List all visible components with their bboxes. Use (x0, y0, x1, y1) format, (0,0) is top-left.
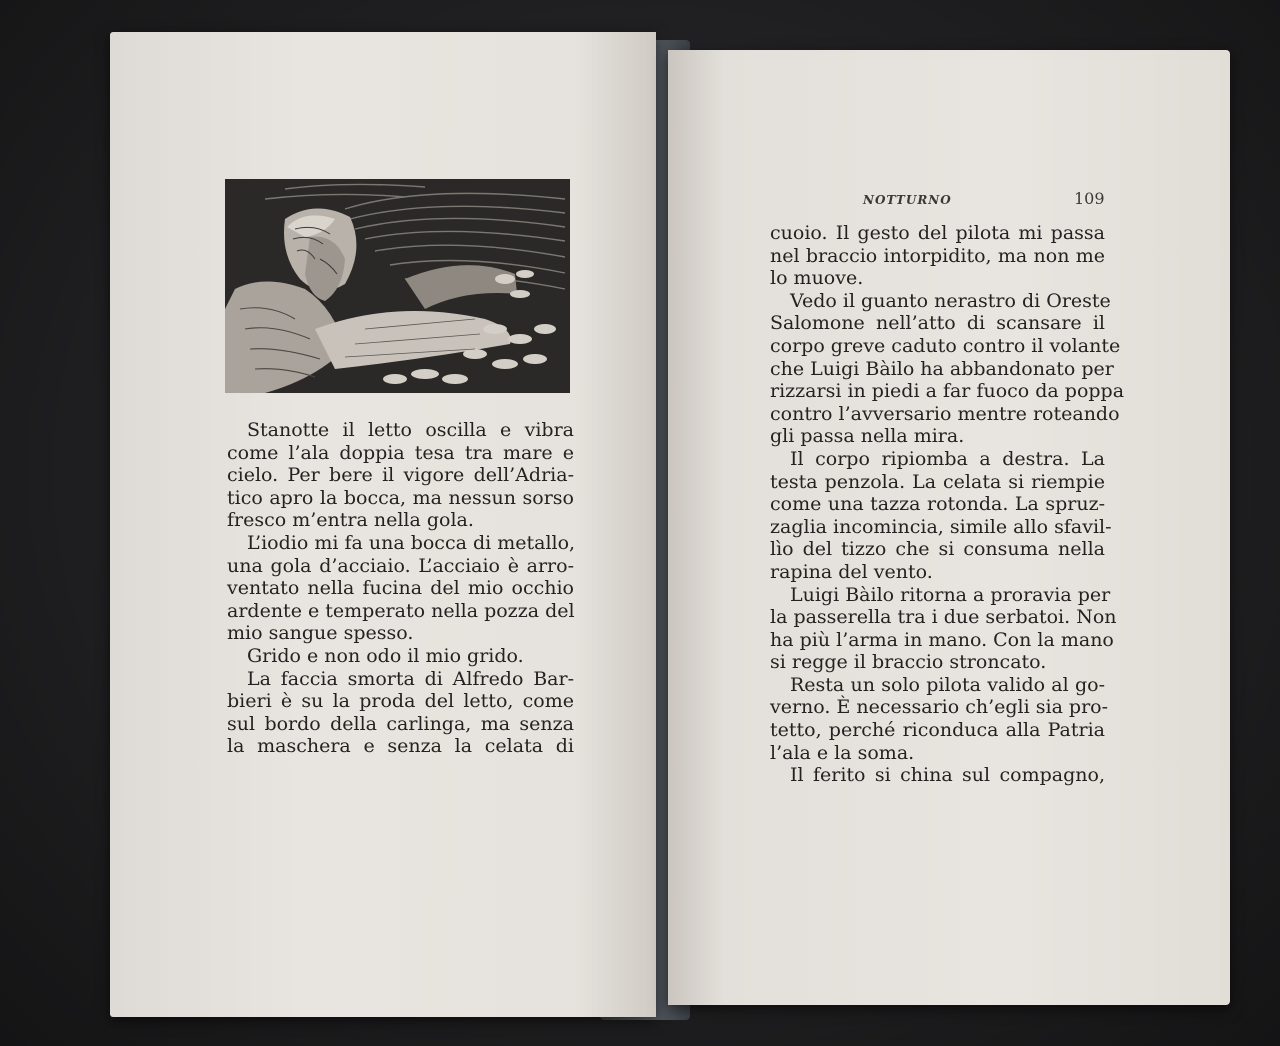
paragraph (770, 764, 1105, 787)
text-line: Luigi Bàilo ritorna a proravia per (790, 583, 1111, 606)
text-line: Il corpo ripiomba a destra. La (790, 447, 1105, 470)
text-line: come l’ala doppia tesa tra mare e (227, 441, 574, 464)
page-number: 109 (1074, 189, 1105, 208)
text-line: corpo greve caduto contro il volante (770, 334, 1121, 357)
text-line: tetto, perché riconduca alla Patria (770, 719, 1105, 742)
text-line: Salomone nell’atto di scansare il (770, 312, 1105, 335)
text-line: ventato nella fucina del mio occhio (227, 577, 574, 600)
text-line: Il ferito si china sul compagno, (790, 764, 1105, 787)
paragraph (227, 668, 574, 758)
text-line: la maschera e senza la celata di (227, 735, 574, 758)
text-line: una gola d’acciaio. L’acciaio è arro- (227, 554, 574, 577)
text-line: Resta un solo pilota valido al go- (790, 673, 1105, 696)
text-line: contro l’avversario mentre roteando (770, 402, 1120, 425)
text-line: la passerella tra i due serbatoi. Non (770, 606, 1117, 629)
text-line: Grido e non odo il mio grido. (247, 644, 524, 667)
left-page-text (227, 419, 574, 758)
text-line: nel braccio intorpidito, ma non me (770, 244, 1105, 267)
paragraph (770, 583, 1117, 674)
text-line: ha più l’arma in mano. Con la mano (770, 628, 1114, 651)
paragraph (770, 222, 1105, 290)
text-line: rizzarsi in piedi a far fuoco da poppa (770, 380, 1125, 403)
text-line: lo muove. (770, 267, 864, 290)
text-line: verno. È necessario ch’egli sia pro- (770, 696, 1109, 719)
paragraph (227, 419, 574, 532)
text-line: cielo. Per bere il vigore dell’Adria- (227, 464, 574, 487)
text-line: l’ala e la soma. (770, 741, 915, 764)
left-page (110, 32, 656, 1017)
text-line: sul bordo della carlinga, ma senza (227, 712, 574, 735)
text-line: cuoio. Il gesto del pilota mi passa (770, 222, 1105, 244)
running-head: NOTTURNO (863, 193, 952, 207)
text-line: zaglia incomincia, simile allo sfavil- (770, 515, 1112, 538)
text-line: Stanotte il letto oscilla e vibra (247, 419, 574, 441)
text-line: rapina del vento. (770, 560, 933, 583)
paragraph (227, 532, 574, 645)
paragraph (770, 447, 1112, 584)
paragraph (227, 645, 574, 668)
text-line: si regge il braccio stroncato. (770, 651, 1047, 674)
text-line: lìo del tizzo che si consuma nella (770, 538, 1105, 561)
text-line: La faccia smorta di Alfredo Bar- (247, 667, 574, 690)
text-line: Vedo il guanto nerastro di Oreste (790, 289, 1111, 312)
right-page (668, 50, 1230, 1005)
paragraph (770, 673, 1109, 764)
text-line: testa penzola. La celata si riempie (770, 470, 1105, 493)
text-line: mio sangue spesso. (227, 622, 414, 645)
paragraph (770, 289, 1125, 448)
angel-woodcut-illustration (225, 179, 570, 393)
text-line: come una tazza rotonda. La spruz- (770, 493, 1105, 516)
text-line: tico apro la bocca, ma nessun sorso (227, 486, 574, 509)
text-line: bieri è su la proda del letto, come (227, 690, 574, 713)
text-line: gli passa nella mira. (770, 425, 965, 448)
text-line: fresco m’entra nella gola. (227, 509, 474, 532)
text-line: che Luigi Bàilo ha abbandonato per (770, 357, 1114, 380)
text-line: ardente e temperato nella pozza del (227, 599, 575, 622)
text-line: L’iodio mi fa una bocca di metallo, (247, 531, 576, 554)
right-page-text (770, 222, 1125, 787)
